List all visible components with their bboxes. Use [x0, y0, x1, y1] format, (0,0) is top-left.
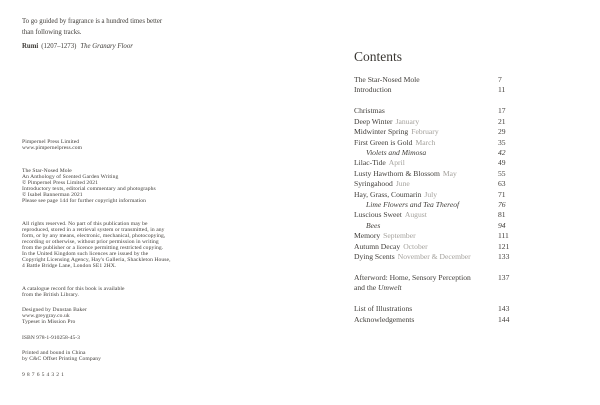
toc-entry — [354, 148, 529, 158]
toc-entry-title-italic: Umwelt — [378, 283, 402, 293]
text-line: 4 Battle Bridge Lane, London SE1 2HX. — [22, 263, 117, 269]
toc-entry-month: November & December — [397, 252, 471, 261]
toc-entry-title: The Star-Nosed Mole — [354, 75, 420, 84]
toc-entry-title: Luscious Sweet — [354, 210, 402, 220]
toc-entry-title: Memory — [354, 231, 381, 241]
toc-entry-page-number: 29 — [498, 127, 506, 137]
text-line: Copyright Licensing Agency, Hay's Galleria, Shackleton House, — [22, 257, 171, 263]
toc-entry — [354, 138, 529, 148]
text-line: Introductory texts, editorial commentary and photographs — [22, 186, 156, 192]
toc-entry-title: Autumn Decay — [354, 241, 401, 251]
toc-entry-title: List of Illustrations — [354, 304, 413, 314]
toc-group — [354, 273, 529, 294]
toc-entry-page-number: 21 — [498, 116, 506, 126]
text-line: Pimpernel Press Limited — [22, 139, 80, 145]
toc-entry-page-number: 143 — [498, 304, 510, 314]
toc-group — [354, 106, 529, 262]
rights-reserved-block — [22, 221, 272, 269]
toc-entry-month: March — [415, 137, 436, 147]
text-line: All rights reserved. No part of this publication may be — [22, 221, 148, 227]
quote-work-title: The Granary Floor — [80, 43, 133, 50]
toc-entry-page-number: 42 — [498, 147, 506, 157]
toc-entry-page-number: 121 — [498, 241, 510, 251]
toc-entry — [354, 252, 529, 262]
toc-entry-month: September — [383, 231, 416, 241]
toc-entry — [354, 242, 529, 252]
toc-entry — [354, 315, 529, 325]
toc-entry-title: Syringahood — [354, 179, 393, 189]
toc-entry — [354, 106, 529, 116]
toc-entry-page-number: 17 — [498, 106, 506, 116]
toc-entry — [354, 179, 529, 189]
toc-entry-month: August — [404, 210, 427, 220]
text-line: An Anthology of Scented Garden Writing — [22, 174, 119, 180]
text-line: © Isabel Bannerman 2021 — [22, 192, 83, 198]
epigraph-attribution — [22, 43, 133, 50]
text-line: form, or by any means, electronic, mechanical, photocopying, — [22, 233, 166, 239]
toc-entry — [354, 231, 529, 241]
toc-entry-page-number: 144 — [498, 314, 510, 324]
toc-entry-month: May — [442, 168, 457, 178]
text-line: Please see page 144 for further copyright information — [22, 198, 146, 204]
quote-author: Rumi — [22, 43, 39, 50]
toc-entry — [354, 85, 529, 95]
toc-entry-page-number: 94 — [498, 220, 506, 230]
text-line: The Star-Nosed Mole — [22, 168, 72, 174]
copyright-title-block — [22, 168, 272, 204]
toc-entry-month: January — [395, 116, 420, 126]
toc-entry-page-number: 35 — [498, 137, 506, 147]
toc-entry-page-number: 137 — [498, 272, 510, 282]
toc-entry-month: July — [424, 189, 438, 199]
toc-entry — [354, 75, 529, 85]
toc-group — [354, 75, 529, 96]
text-line: from the publisher or a licence permitting restricted copying. — [22, 245, 164, 251]
quote-line: than following tracks. — [22, 28, 82, 36]
toc-entry-title: Hay, Grass, Coumarin — [354, 189, 422, 199]
text-line: reproduced, stored in a retrieval system or transmitted, in any — [22, 227, 165, 233]
text-line: A catalogue record for this book is available — [22, 286, 125, 292]
toc-entry-page-number: 111 — [498, 231, 509, 241]
toc-entry-title: Lime Flowers and Tea Thereof — [366, 199, 460, 209]
toc-entry-page-number: 76 — [498, 199, 506, 209]
toc-entry — [354, 158, 529, 168]
toc-entry-month: June — [395, 179, 410, 189]
publisher-block — [22, 139, 272, 151]
toc-entry-title: Dying Scents — [354, 252, 395, 261]
toc-group — [354, 304, 529, 325]
text-line: recording or otherwise, without prior permission in writing — [22, 239, 159, 245]
design-credit-block — [22, 307, 272, 325]
toc-entry — [354, 117, 529, 127]
toc-entry — [354, 190, 529, 200]
toc-entry-title: Lilac-Tide — [354, 158, 386, 168]
isbn-line: ISBN 978-1-910258-45-3 — [22, 335, 80, 341]
toc-entry-title: Deep Winter — [354, 116, 393, 126]
text-line: Typeset in Mission Pro — [22, 319, 76, 325]
quote-line: To go guided by fragrance is a hundred times better — [22, 18, 163, 25]
toc-entry-title: Violets and Mimosa — [366, 147, 427, 157]
text-line: from the British Library. — [22, 292, 79, 298]
toc-entry-title: Lusty Hawthorn & Blossom — [354, 168, 440, 178]
text-line: www.pimpernelpress.com — [22, 145, 83, 151]
quote-author-dates: (1207–1273) — [41, 43, 77, 50]
toc-entry-title: Afterword: Home, Sensory Perception — [354, 272, 471, 282]
toc-entry-title: Introduction — [354, 85, 392, 95]
text-line: www.greygray.co.uk — [22, 313, 70, 319]
toc-entry — [354, 221, 529, 231]
text-line: In the United Kingdom such licences are issued by the — [22, 251, 149, 257]
toc-entry-month: October — [403, 241, 428, 251]
catalogue-record-block — [22, 286, 272, 298]
toc-entry-title-line2: and the Umwelt — [354, 283, 402, 293]
toc-entry-title: Acknowledgements — [354, 314, 415, 324]
toc-entry-page-number: 71 — [498, 189, 506, 199]
toc-entry-title: Midwinter Spring — [354, 127, 409, 137]
toc-entry-month: April — [388, 158, 405, 168]
toc-entry-page-number: 11 — [498, 85, 506, 95]
table-of-contents — [354, 75, 529, 336]
toc-entry — [354, 200, 529, 210]
text-line: Printed and bound in China — [22, 350, 86, 356]
printing-block — [22, 350, 272, 362]
toc-entry-page-number: 63 — [498, 179, 506, 189]
text-line: © Pimpernel Press Limited 2021 — [22, 180, 98, 186]
toc-entry — [354, 169, 529, 179]
toc-entry-title: Bees — [366, 220, 381, 230]
toc-entry — [354, 127, 529, 137]
toc-entry-page-number: 7 — [498, 75, 502, 84]
contents-heading: Contents — [354, 49, 403, 64]
toc-entry — [354, 304, 529, 314]
epigraph-quote — [22, 17, 252, 38]
toc-entry-title: First Green is Gold — [354, 137, 413, 147]
toc-entry-page-number: 49 — [498, 158, 506, 168]
text-line: by C&C Offset Printing Company — [22, 356, 102, 362]
toc-entry — [354, 273, 529, 294]
toc-entry — [354, 210, 529, 220]
toc-entry-page-number: 55 — [498, 168, 506, 178]
toc-entry-page-number: 81 — [498, 210, 506, 220]
toc-entry-title: Christmas — [354, 106, 385, 116]
print-run-numbers: 987654321 — [22, 372, 67, 378]
text-line: Designed by Dunstan Baker — [22, 307, 87, 313]
toc-entry-month: February — [411, 127, 439, 137]
toc-entry-page-number: 133 — [498, 252, 510, 261]
